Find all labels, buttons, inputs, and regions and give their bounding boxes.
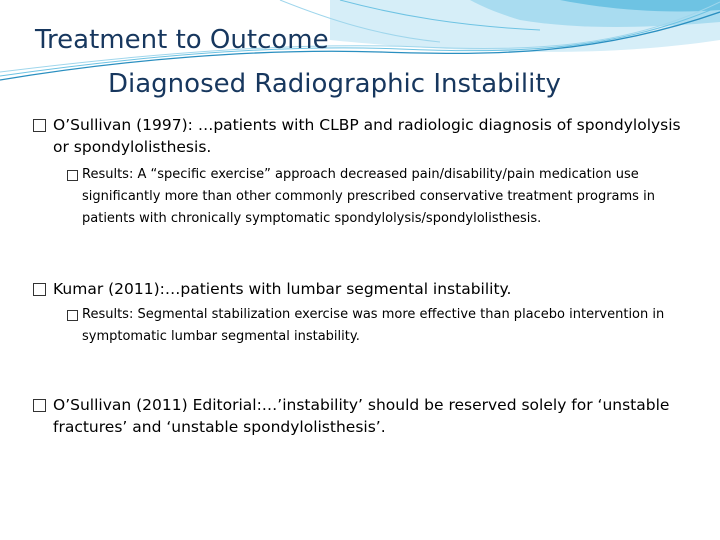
bullet-item-kumar-2011: [53, 278, 693, 300]
square-bullet-icon: [33, 119, 46, 132]
slide-title-line-1: Treatment to Outcome: [35, 25, 329, 55]
square-bullet-icon: [33, 283, 46, 296]
bullet-item-osullivan-2011-editorial: [53, 394, 693, 438]
bullet-text: O’Sullivan (1997): …patients with CLBP and radiologic diagnosis of spondylolysis or spondylolisthesis.: [53, 116, 681, 156]
sub-bullet-item-results-1997: [82, 164, 702, 230]
sub-bullet-item-results-2011: [82, 304, 702, 348]
square-bullet-icon: [67, 310, 78, 321]
slide-title-line-2: Diagnosed Radiographic Instability: [108, 69, 561, 99]
sub-bullet-text: Results: Segmental stabilization exercise was more effective than placebo intervention in symptomatic lumbar segmental instability.: [82, 307, 665, 344]
square-bullet-icon: [33, 399, 46, 412]
square-bullet-icon: [67, 170, 78, 181]
bullet-text: O’Sullivan (2011) Editorial:…’instability’ should be reserved solely for ‘unstable fractures’ and ‘unstable spondylolisthesis’.: [53, 396, 670, 436]
bullet-text: Kumar (2011):…patients with lumbar segmental instability.: [53, 280, 512, 298]
bullet-item-osullivan-1997: [53, 114, 693, 158]
sub-bullet-text: Results: A “specific exercise” approach decreased pain/disability/pain medication use significantly more than other commonly prescribed conservative treatment programs in patients with chronically symptomatic spondylolysis/spondylolisthesis.: [82, 167, 655, 226]
